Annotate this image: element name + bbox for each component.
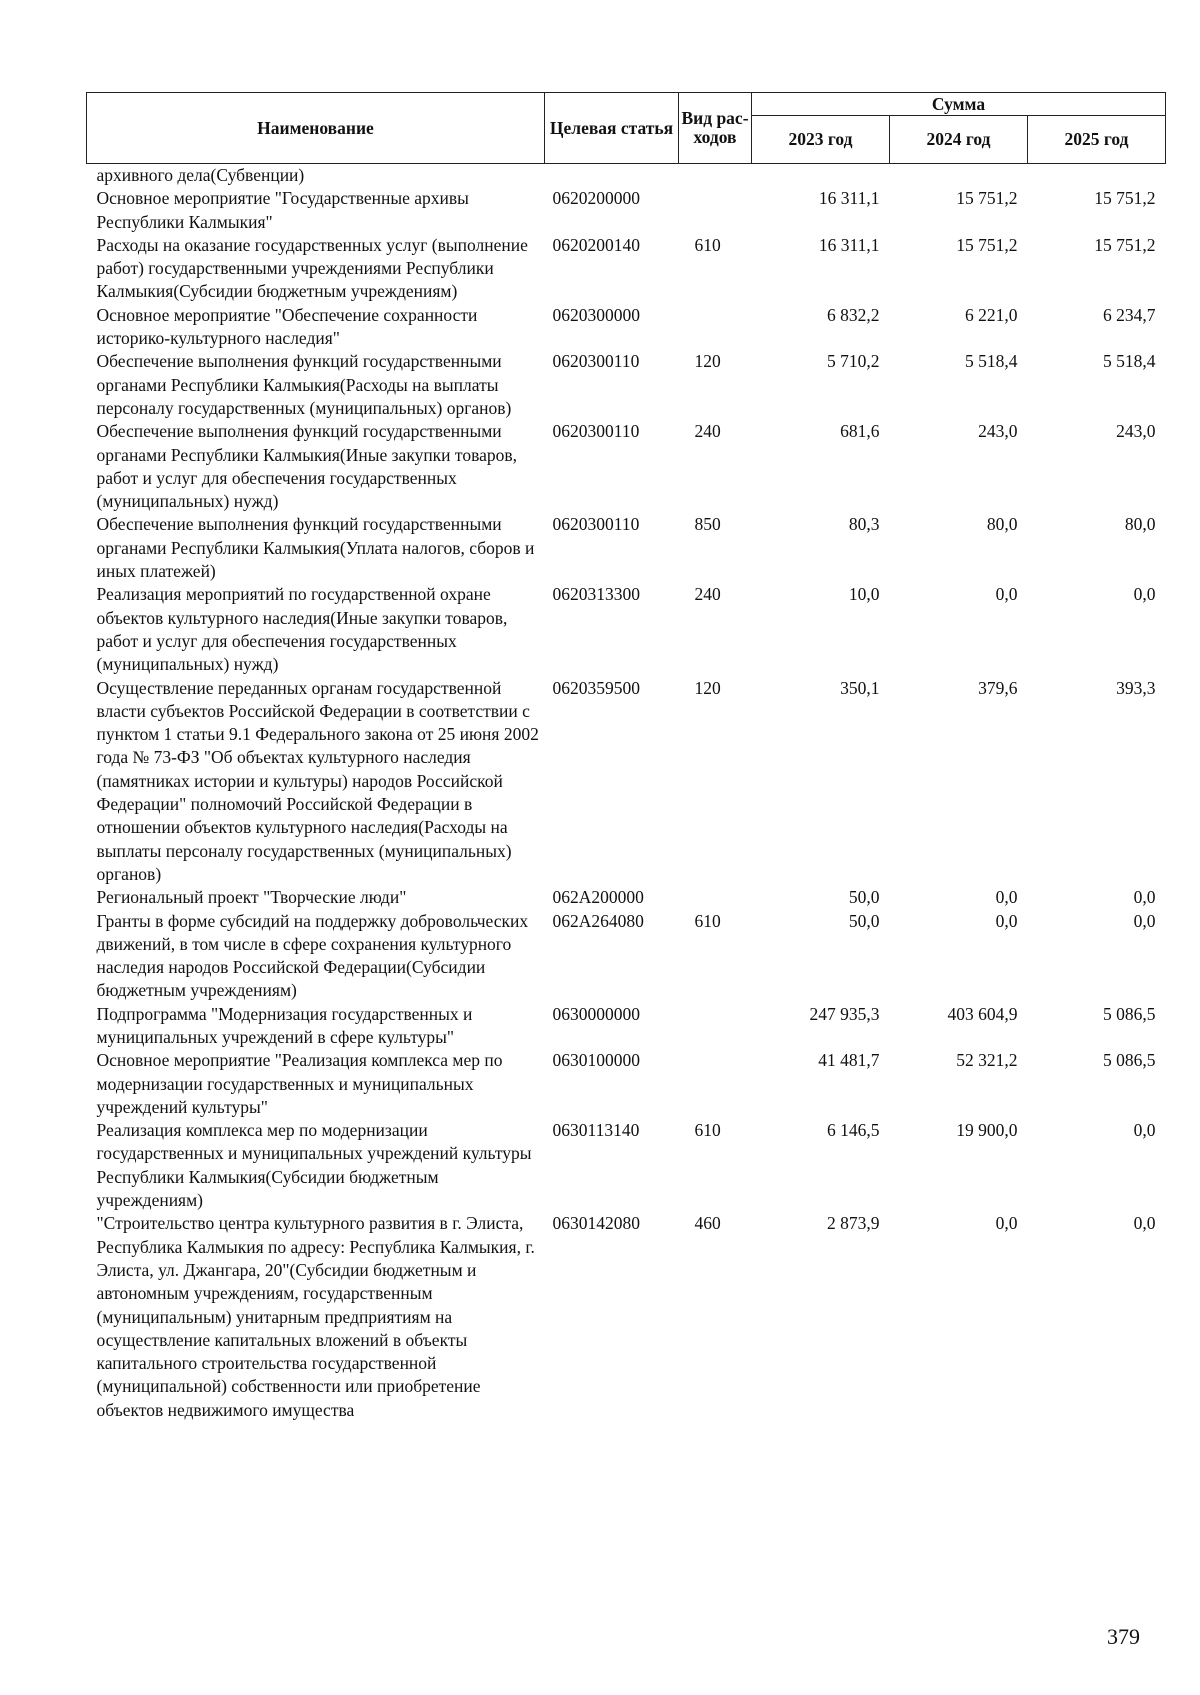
row-name: Реализация комплекса мер по модернизации государственных и муниципальных учреждений культуры Республики Калмыкия(Субсидии бюджетным учреждениям) bbox=[96, 1120, 532, 1211]
row-amount-2024: 0,0 bbox=[995, 910, 1018, 931]
row-amount-2025: 15 751,2 bbox=[1094, 188, 1156, 209]
row-target-code: 0620300110 bbox=[552, 514, 640, 535]
row-name: Основное мероприятие "Обеспечение сохранности историко-культурного наследия" bbox=[96, 304, 478, 349]
row-name: Обеспечение выполнения функций государственными органами Республики Калмыкия(Иные закупки товаров, работ и услуг для обеспечения государственных (муниципальных) нужд) bbox=[96, 421, 518, 512]
table-row bbox=[87, 1119, 1166, 1212]
table-row bbox=[87, 1003, 1166, 1050]
row-expense-type: 240 bbox=[694, 421, 721, 442]
row-name: Расходы на оказание государственных услуг (выполнение работ) государственными учреждениями Республики Калмыкия(Субсидии бюджетным учреждениям) bbox=[96, 234, 528, 302]
row-amount-2023: 16 311,1 bbox=[818, 188, 880, 209]
row-name: Гранты в форме субсидий на поддержку добровольческих движений, в том числе в сфере сохранения культурного наследия народов Российской Федерации(Субсидии бюджетным учреждениям) bbox=[96, 910, 529, 1001]
row-target-code: 0630142080 bbox=[552, 1213, 640, 1234]
row-expense-type: 240 bbox=[694, 584, 721, 605]
row-name: Подпрограмма "Модернизация государственных и муниципальных учреждений в сфере культуры" bbox=[96, 1003, 473, 1047]
row-amount-2024: 15 751,2 bbox=[956, 234, 1018, 255]
row-expense-type bbox=[679, 1003, 752, 1050]
table-header bbox=[87, 93, 1166, 164]
row-expense-type bbox=[679, 164, 752, 188]
row-target-code: 0630100000 bbox=[552, 1050, 640, 1071]
table-body bbox=[87, 164, 1166, 1423]
row-expense-type: 460 bbox=[694, 1213, 721, 1234]
row-name: Обеспечение выполнения функций государственными органами Республики Калмыкия(Расходы на выплаты персоналу государственных (муниципальных) органов) bbox=[96, 351, 512, 418]
row-amount-2024 bbox=[890, 164, 1028, 188]
row-target-code: 0620200000 bbox=[552, 188, 640, 209]
row-expense-type: 610 bbox=[694, 910, 721, 931]
row-expense-type bbox=[679, 886, 752, 909]
row-amount-2023: 10,0 bbox=[848, 584, 880, 605]
header-sum: Сумма bbox=[752, 93, 1166, 116]
row-target-code: 0620313300 bbox=[552, 584, 640, 605]
row-amount-2023: 350,1 bbox=[840, 677, 880, 698]
row-amount-2025: 5 086,5 bbox=[1103, 1003, 1156, 1024]
table-row bbox=[87, 420, 1166, 513]
header-year-2024: 2024 год bbox=[890, 116, 1028, 164]
row-amount-2025: 15 751,2 bbox=[1094, 234, 1156, 255]
row-amount-2025: 0,0 bbox=[1133, 584, 1156, 605]
page-number: 379 bbox=[1107, 1624, 1140, 1649]
table-row bbox=[87, 304, 1166, 351]
row-target-code: 0630113140 bbox=[552, 1120, 640, 1141]
row-name: Региональный проект "Творческие люди" bbox=[96, 887, 407, 908]
row-target-code: 0620359500 bbox=[552, 677, 640, 698]
table-row bbox=[87, 350, 1166, 420]
header-year-2025: 2025 год bbox=[1028, 116, 1166, 164]
row-amount-2023: 41 481,7 bbox=[818, 1050, 880, 1071]
row-name: "Строительство центра культурного развития в г. Элиста, Республика Калмыкия по адресу: Республика Калмыкия, г. Элиста, ул. Джангара, 20"(Субсидии бюджетным и автономным учреждениям, государственным (муниципальным) унитарным предприятиям на осуществление капитальных вложений в объекты капитального строительства государственной (муниципальной) собственности или приобретение объектов недвижимого имущества bbox=[96, 1213, 535, 1420]
row-target-code: 062A200000 bbox=[552, 887, 644, 908]
row-amount-2025 bbox=[1028, 164, 1166, 188]
row-amount-2025: 80,0 bbox=[1124, 514, 1156, 535]
row-amount-2025: 243,0 bbox=[1116, 421, 1156, 442]
row-target-code: 0620200140 bbox=[552, 234, 640, 255]
row-target-code: 0620300110 bbox=[552, 351, 640, 372]
row-amount-2025: 6 234,7 bbox=[1103, 304, 1156, 325]
row-amount-2023: 2 873,9 bbox=[827, 1213, 880, 1234]
row-amount-2024: 5 518,4 bbox=[965, 351, 1018, 372]
row-amount-2024: 0,0 bbox=[995, 887, 1018, 908]
row-target-code: 0620300110 bbox=[552, 421, 640, 442]
row-expense-type: 120 bbox=[694, 677, 721, 698]
row-amount-2023: 50,0 bbox=[848, 887, 880, 908]
row-amount-2023: 6 146,5 bbox=[827, 1120, 880, 1141]
row-amount-2023: 681,6 bbox=[840, 421, 880, 442]
row-amount-2024: 0,0 bbox=[995, 1213, 1018, 1234]
header-name: Наименование bbox=[87, 93, 545, 164]
row-amount-2023: 16 311,1 bbox=[818, 234, 880, 255]
row-amount-2025: 5 086,5 bbox=[1103, 1050, 1156, 1071]
row-target-code bbox=[545, 164, 679, 188]
row-name: Обеспечение выполнения функций государственными органами Республики Калмыкия(Уплата налогов, сборов и иных платежей) bbox=[96, 514, 535, 582]
row-expense-type: 120 bbox=[694, 351, 721, 372]
row-amount-2023: 50,0 bbox=[848, 910, 880, 931]
row-amount-2025: 0,0 bbox=[1133, 910, 1156, 931]
table-row bbox=[87, 677, 1166, 887]
row-amount-2025: 0,0 bbox=[1133, 1120, 1156, 1141]
row-amount-2024: 6 221,0 bbox=[965, 304, 1018, 325]
row-amount-2024: 243,0 bbox=[978, 421, 1018, 442]
table-row bbox=[87, 1049, 1166, 1119]
row-amount-2025: 393,3 bbox=[1116, 677, 1156, 698]
row-amount-2024: 80,0 bbox=[986, 514, 1018, 535]
table-row bbox=[87, 187, 1166, 234]
row-amount-2024: 379,6 bbox=[978, 677, 1018, 698]
table-row bbox=[87, 886, 1166, 909]
row-name: Осуществление переданных органам государственной власти субъектов Российской Федерации в соответствии с пунктом 1 статьи 9.1 Федерального закона от 25 июня 2002 года № 73-ФЗ "Об объектах культурного наследия (памятниках истории и культуры) народов Российской Федерации" полномочий Российской Федерации в отношении объектов культурного наследия(Расходы на выплаты персоналу государственных (муниципальных) органов) bbox=[96, 677, 539, 884]
row-expense-type: 610 bbox=[694, 1120, 721, 1141]
budget-table bbox=[86, 92, 1166, 1422]
row-target-code: 0630000000 bbox=[552, 1003, 640, 1024]
row-expense-type bbox=[679, 187, 752, 234]
row-amount-2024: 403 604,9 bbox=[947, 1003, 1018, 1024]
row-amount-2023 bbox=[752, 164, 890, 188]
table-row bbox=[87, 164, 1166, 188]
row-amount-2024: 15 751,2 bbox=[956, 188, 1018, 209]
row-amount-2024: 52 321,2 bbox=[956, 1050, 1018, 1071]
row-name: Реализация мероприятий по государственной охране объектов культурного наследия(Иные закупки товаров, работ и услуг для обеспечения государственных (муниципальных) нужд) bbox=[96, 584, 508, 675]
row-expense-type: 610 bbox=[694, 234, 721, 255]
row-amount-2023: 5 710,2 bbox=[827, 351, 880, 372]
row-amount-2025: 0,0 bbox=[1133, 887, 1156, 908]
header-year-2023: 2023 год bbox=[752, 116, 890, 164]
row-amount-2023: 6 832,2 bbox=[827, 304, 880, 325]
header-expense-type: Вид рас-ходов bbox=[679, 93, 752, 164]
row-amount-2025: 5 518,4 bbox=[1103, 351, 1156, 372]
table-row bbox=[87, 234, 1166, 304]
row-target-code: 062A264080 bbox=[552, 910, 644, 931]
row-expense-type bbox=[679, 1049, 752, 1119]
table-row bbox=[87, 583, 1166, 676]
table-row bbox=[87, 1212, 1166, 1422]
table-row bbox=[87, 513, 1166, 583]
row-name: Основное мероприятие "Реализация комплекса мер по модернизации государственных и муниципальных учреждений культуры" bbox=[96, 1050, 503, 1117]
row-name: архивного дела(Субвенции) bbox=[96, 165, 305, 185]
table-row bbox=[87, 910, 1166, 1003]
row-amount-2023: 247 935,3 bbox=[809, 1003, 880, 1024]
row-expense-type bbox=[679, 304, 752, 351]
header-target-code: Целевая статья bbox=[545, 93, 679, 164]
row-amount-2024: 0,0 bbox=[995, 584, 1018, 605]
row-expense-type: 850 bbox=[694, 514, 721, 535]
row-amount-2023: 80,3 bbox=[848, 514, 880, 535]
row-amount-2025: 0,0 bbox=[1133, 1213, 1156, 1234]
row-name: Основное мероприятие "Государственные архивы Республики Калмыкия" bbox=[96, 188, 469, 232]
row-amount-2024: 19 900,0 bbox=[956, 1120, 1018, 1141]
row-target-code: 0620300000 bbox=[552, 304, 640, 325]
